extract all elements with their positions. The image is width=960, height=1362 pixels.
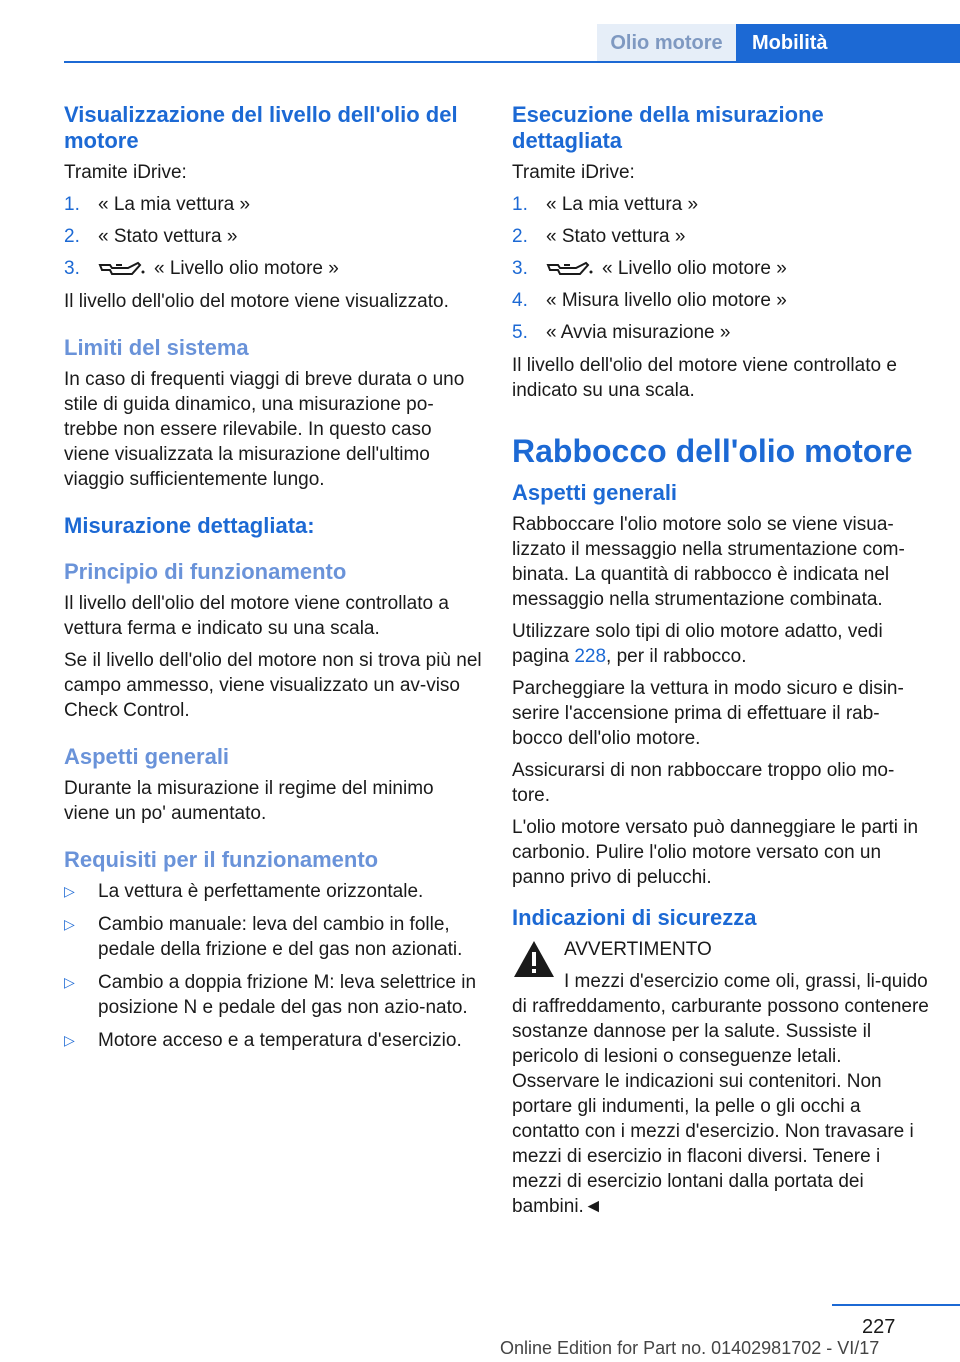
execution-steps-list	[512, 192, 930, 345]
principle-text-2: Se il livello dell'olio del motore non si trova più nel campo ammesso, viene visualizzato un av-viso Check Control.	[64, 650, 482, 721]
idrive-intro: Tramite iDrive:	[64, 162, 187, 183]
step-text: « Stato vettura »	[546, 226, 686, 247]
list-item	[64, 912, 482, 962]
list-item	[512, 256, 930, 281]
principle-text-1: Il livello dell'olio del motore viene controllato a vettura ferma e indicato su una scala.	[64, 593, 449, 639]
edition-text: Online Edition for Part no. 01402981702 - VI/17	[500, 1338, 880, 1358]
left-column	[64, 102, 482, 1061]
header-chapter-tab: Mobilità	[736, 24, 960, 62]
list-item	[64, 256, 482, 281]
requirements-list	[64, 879, 482, 1053]
limits-text: In caso di frequenti viaggi di breve durata o uno stile di guida dinamico, una misurazione po-trebbe non essere rilevabile. In questo caso viene visualizzata la misurazione dell'ultimo viaggio sufficientemente lungo.	[64, 369, 465, 490]
list-item	[64, 192, 482, 217]
triangle-bullet-icon: ▷	[64, 883, 75, 899]
warning-title: AVVERTIMENTO	[564, 939, 712, 960]
step-number: 1.	[512, 194, 528, 215]
heading-safety: Indicazioni di sicurezza	[512, 905, 757, 930]
step-number: 5.	[512, 322, 528, 343]
step-number: 3.	[512, 258, 528, 279]
list-item	[512, 288, 930, 313]
step-text: « Stato vettura »	[98, 226, 238, 247]
requirement-text: Motore acceso e a temperatura d'esercizio.	[98, 1030, 462, 1051]
step-number: 2.	[64, 226, 80, 247]
idrive-intro: Tramite iDrive:	[512, 162, 635, 183]
requirement-text: Cambio a doppia frizione M: leva selettrice in posizione N e pedale del gas non azio-nato.	[98, 972, 477, 1018]
triangle-bullet-icon: ▷	[64, 916, 75, 932]
step-number: 2.	[512, 226, 528, 247]
list-item	[512, 320, 930, 345]
right-column	[512, 102, 930, 1226]
page-link[interactable]: 228	[574, 646, 607, 667]
list-item	[64, 970, 482, 1020]
footer-rule	[832, 1304, 960, 1306]
topup-text-3: Parcheggiare la vettura in modo sicuro e disin-serire l'accensione prima di effettuare il rab-bocco dell'olio motore.	[512, 678, 904, 749]
triangle-bullet-icon: ▷	[64, 974, 75, 990]
header-rule	[64, 61, 960, 63]
requirement-text: La vettura è perfettamente orizzontale.	[98, 881, 424, 902]
topup-text-2-end: , per il rabbocco.	[606, 646, 747, 667]
requirement-text: Cambio manuale: leva del cambio in folle, pedale della frizione e del gas non azionati.	[98, 914, 463, 960]
step-text: « Livello olio motore »	[154, 258, 339, 279]
execution-note: Il livello dell'olio del motore viene controllato e indicato su una scala.	[512, 355, 897, 401]
topup-text-4: Assicurarsi di non rabboccare troppo olio mo-tore.	[512, 760, 895, 806]
heading-general-aspects: Aspetti generali	[64, 744, 230, 769]
step-number: 3.	[64, 258, 80, 279]
heading-operating-principle: Principio di funzionamento	[64, 559, 347, 584]
topup-text-2	[512, 619, 930, 669]
warning-triangle-icon	[512, 939, 556, 986]
heading-detailed-measurement: Misurazione dettagliata:	[64, 513, 315, 538]
display-steps-list	[64, 192, 482, 281]
step-text: « Misura livello olio motore »	[546, 290, 787, 311]
heading-general-aspects: Aspetti generali	[512, 480, 678, 505]
heading-requirements: Requisiti per il funzionamento	[64, 847, 379, 872]
topup-text-1: Rabboccare l'olio motore solo se viene visua-lizzato il messaggio nella strumentazione com-binata. La quantità di rabbocco è indicata nel messaggio nella strumentazione combinata.	[512, 514, 905, 610]
list-item	[512, 224, 930, 249]
warning-box	[512, 937, 930, 977]
warning-text: I mezzi d'esercizio come oli, grassi, li-quido di raffreddamento, carburante possono contenere sostanze dannose per la salute. Sussiste il pericolo di lesioni o conseguenze letali. Osservare le indicazioni sui contenitori. Non portare gli indumenti, la pelle o gli occhi a contatto con i mezzi d'esercizio. Non travasare i mezzi di esercizio in flaconi diversi. Tenere i mezzi di esercizio lontani dalla portata dei bambini.◄	[512, 971, 929, 1217]
list-item	[512, 192, 930, 217]
step-text: « Avvia misurazione »	[546, 322, 731, 343]
oil-can-icon	[546, 256, 602, 281]
topup-text-2-start: Utilizzare solo tipi di olio motore adatto, vedi pagina	[512, 621, 883, 667]
general-text: Durante la misurazione il regime del minimo viene un po' aumentato.	[64, 778, 434, 824]
header-section-tab: Olio motore	[597, 24, 736, 62]
page-number: 227	[862, 1316, 896, 1338]
heading-oil-top-up: Rabbocco dell'olio motore	[512, 433, 913, 469]
heading-detailed-execution: Esecuzione della misurazione dettagliata	[512, 102, 824, 153]
step-text: « La mia vettura »	[98, 194, 251, 215]
triangle-bullet-icon: ▷	[64, 1032, 75, 1048]
step-text: « La mia vettura »	[546, 194, 699, 215]
list-item	[64, 879, 482, 904]
heading-oil-level-display: Visualizzazione del livello dell'olio del motore	[64, 102, 458, 153]
topup-text-5: L'olio motore versato può danneggiare le parti in carbonio. Pulire l'olio motore versato con un panno privo di pelucchi.	[512, 817, 919, 888]
heading-system-limits: Limiti del sistema	[64, 335, 249, 360]
display-note: Il livello dell'olio del motore viene visualizzato.	[64, 291, 449, 312]
list-item	[64, 1028, 482, 1053]
step-text: « Livello olio motore »	[602, 258, 787, 279]
step-number: 1.	[64, 194, 80, 215]
list-item	[64, 224, 482, 249]
oil-can-icon	[98, 256, 154, 281]
step-number: 4.	[512, 290, 528, 311]
